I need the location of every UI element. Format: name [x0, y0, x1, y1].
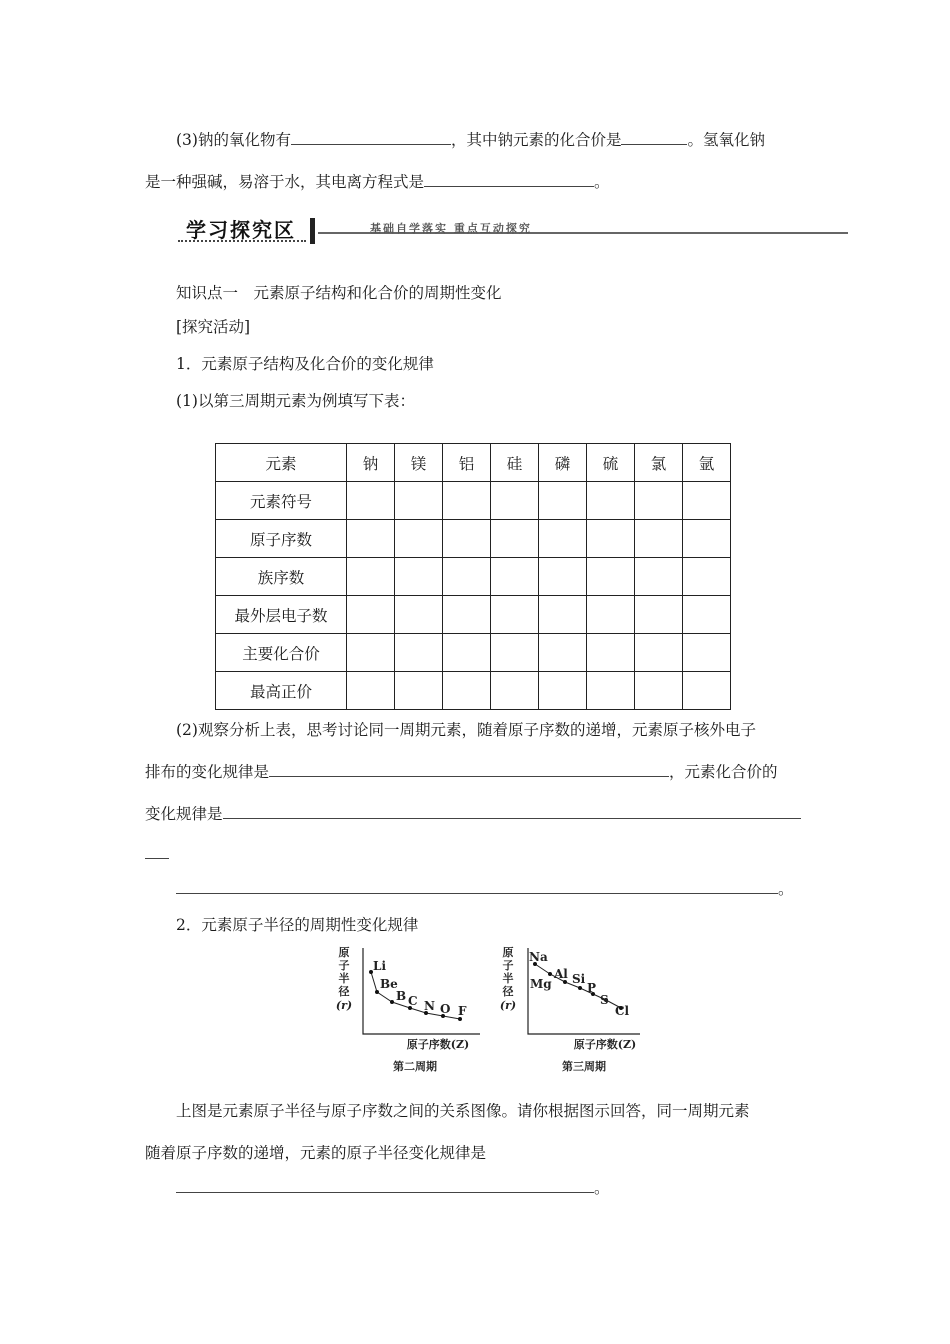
- table-cell[interactable]: [491, 634, 539, 672]
- table-cell[interactable]: [443, 482, 491, 520]
- table-cell[interactable]: [539, 520, 587, 558]
- left-caption: 第二周期: [393, 1060, 437, 1073]
- table-cell[interactable]: [635, 672, 683, 710]
- table-cell[interactable]: [347, 672, 395, 710]
- table-cell[interactable]: [683, 596, 731, 634]
- answer-blank[interactable]: [291, 130, 451, 145]
- closing-line-3: [176, 1176, 610, 1198]
- table-cell[interactable]: [491, 672, 539, 710]
- left-label-be: Be: [380, 977, 398, 991]
- left-label-b: B: [396, 989, 407, 1003]
- left-point-be: [375, 990, 379, 994]
- table-header-cell: 氩: [683, 444, 731, 482]
- table-cell[interactable]: [587, 558, 635, 596]
- right-ylabel-char: 原: [502, 946, 514, 959]
- answer-blank[interactable]: [621, 130, 687, 145]
- table-cell[interactable]: [683, 558, 731, 596]
- right-point-mg: [548, 972, 552, 976]
- right-label-al: Al: [554, 967, 568, 981]
- table-header-cell: 磷: [539, 444, 587, 482]
- table-cell[interactable]: [683, 482, 731, 520]
- left-ylabel-char: 半: [338, 972, 350, 985]
- row-label: 主要化合价: [216, 634, 347, 672]
- table-cell[interactable]: [443, 672, 491, 710]
- intro-line-1: [176, 128, 765, 150]
- section-banner: [178, 212, 848, 244]
- table-cell[interactable]: [539, 596, 587, 634]
- table-row: [216, 596, 731, 634]
- table-cell[interactable]: [635, 520, 683, 558]
- table-cell[interactable]: [443, 596, 491, 634]
- table-header-cell: 镁: [395, 444, 443, 482]
- q2-line-1: (2)观察分析上表，思考讨论同一周期元素，随着原子序数的递增，元素原子核外电子: [176, 721, 756, 739]
- left-point-b: [390, 1000, 394, 1004]
- table-cell[interactable]: [347, 558, 395, 596]
- row-label: 元素符号: [216, 482, 347, 520]
- right-ylabel-char: 子: [502, 959, 514, 972]
- right-label-mg: Mg: [530, 977, 552, 991]
- intro-line-2: [145, 170, 610, 192]
- table-header-row: [216, 444, 731, 482]
- answer-blank[interactable]: [145, 844, 169, 859]
- left-ylabel-char: 径: [338, 985, 350, 998]
- table-cell[interactable]: [635, 482, 683, 520]
- right-ylabel-char: 半: [502, 972, 514, 985]
- answer-blank[interactable]: [223, 804, 801, 819]
- right-ylabel-char: 径: [502, 985, 514, 998]
- table-cell[interactable]: [683, 520, 731, 558]
- table-row: [216, 558, 731, 596]
- right-xlabel: 原子序数(Z): [573, 1038, 637, 1051]
- intro-text-b: ，其中钠元素的化合价是: [450, 131, 622, 149]
- right-label-na: Na: [529, 950, 548, 964]
- table-cell[interactable]: [587, 634, 635, 672]
- item-1-title: 1．元素原子结构及化合价的变化规律: [176, 355, 434, 373]
- table-cell[interactable]: [395, 596, 443, 634]
- table-row: [216, 634, 731, 672]
- table-cell[interactable]: [491, 482, 539, 520]
- table-row: [216, 672, 731, 710]
- table-cell[interactable]: [443, 634, 491, 672]
- intro-text-e: 。: [594, 173, 610, 191]
- row-label: 最外层电子数: [216, 596, 347, 634]
- item-1-1-instruction: (1)以第三周期元素为例填写下表：: [176, 392, 415, 410]
- right-label-s: S: [600, 993, 609, 1007]
- table-cell[interactable]: [587, 672, 635, 710]
- row-label: 族序数: [216, 558, 347, 596]
- right-label-cl: Cl: [615, 1004, 630, 1018]
- table-row: [216, 520, 731, 558]
- q2-text-c: 变化规律是: [145, 805, 223, 823]
- answer-blank[interactable]: [424, 172, 594, 187]
- answer-blank[interactable]: [176, 1178, 594, 1193]
- table-header-cell: 铝: [443, 444, 491, 482]
- answer-blank[interactable]: [269, 762, 669, 777]
- element-table: [215, 443, 731, 710]
- left-label-n: N: [424, 999, 435, 1013]
- banner-divider-bar: [310, 218, 315, 244]
- table-header-cell: 钠: [347, 444, 395, 482]
- table-cell[interactable]: [395, 634, 443, 672]
- table-cell[interactable]: [395, 672, 443, 710]
- table-cell[interactable]: [395, 558, 443, 596]
- activity-label: [探究活动]: [176, 318, 251, 336]
- banner-title: 学习探究区: [186, 218, 296, 242]
- table-cell[interactable]: [635, 558, 683, 596]
- q2-line-5: [176, 877, 794, 899]
- q2-end-punct: 。: [778, 880, 794, 898]
- left-label-li: Li: [373, 959, 386, 973]
- banner-subtitle: 基础自学落实 重点互动探究: [370, 222, 532, 235]
- row-label: 原子序数: [216, 520, 347, 558]
- closing-line-2: 随着原子序数的递增，元素的原子半径变化规律是: [145, 1144, 487, 1162]
- right-label-si: Si: [572, 972, 586, 986]
- table-header-cell: 硅: [491, 444, 539, 482]
- table-cell[interactable]: [539, 482, 587, 520]
- table-cell[interactable]: [347, 520, 395, 558]
- intro-text-c: 。氢氧化钠: [687, 131, 765, 149]
- answer-blank[interactable]: [176, 879, 778, 894]
- banner-dotted-underline: [178, 240, 306, 242]
- section-heading: 知识点一 元素原子结构和化合价的周期性变化: [176, 284, 502, 302]
- left-label-o: O: [440, 1002, 451, 1016]
- right-caption: 第三周期: [562, 1060, 606, 1073]
- atomic-radius-figures: [330, 942, 660, 1077]
- table-cell[interactable]: [539, 558, 587, 596]
- left-xlabel: 原子序数(Z): [406, 1038, 470, 1051]
- table-cell[interactable]: [539, 672, 587, 710]
- table-cell[interactable]: [683, 672, 731, 710]
- table-cell[interactable]: [443, 520, 491, 558]
- table-cell[interactable]: [587, 520, 635, 558]
- left-label-c: C: [408, 994, 418, 1008]
- table-header-cell: 元素: [216, 444, 347, 482]
- table-cell[interactable]: [587, 482, 635, 520]
- q2-line-4: [145, 844, 169, 863]
- table-cell[interactable]: [395, 482, 443, 520]
- table-cell[interactable]: [635, 634, 683, 672]
- item-2-title: 2．元素原子半径的周期性变化规律: [176, 916, 419, 934]
- right-label-p: P: [587, 981, 597, 995]
- table-header-cell: 氯: [635, 444, 683, 482]
- closing-end-punct: 。: [594, 1179, 610, 1197]
- q2-line-3: [145, 802, 801, 824]
- closing-line-1: 上图是元素原子半径与原子序数之间的关系图像。请你根据图示回答，同一周期元素: [176, 1102, 750, 1120]
- table-cell[interactable]: [443, 558, 491, 596]
- table-header-cell: 硫: [587, 444, 635, 482]
- row-label: 最高正价: [216, 672, 347, 710]
- table-cell[interactable]: [347, 634, 395, 672]
- table-cell[interactable]: [491, 520, 539, 558]
- right-ylabel-r: (r): [499, 999, 517, 1012]
- table-cell[interactable]: [539, 634, 587, 672]
- left-ylabel-r: (r): [335, 999, 353, 1012]
- intro-text-d: 是一种强碱，易溶于水，其电离方程式是: [145, 173, 425, 191]
- table-cell[interactable]: [347, 596, 395, 634]
- right-point-si: [578, 986, 582, 990]
- table-cell[interactable]: [491, 558, 539, 596]
- table-cell[interactable]: [635, 596, 683, 634]
- table-cell[interactable]: [683, 634, 731, 672]
- left-ylabel-char: 子: [338, 959, 350, 972]
- q2-line-2: [145, 760, 778, 782]
- left-label-f: F: [458, 1004, 467, 1018]
- table-cell[interactable]: [347, 482, 395, 520]
- q2-text-b: ，元素化合价的: [669, 763, 778, 781]
- table-cell[interactable]: [395, 520, 443, 558]
- left-ylabel-char: 原: [338, 946, 350, 959]
- table-cell[interactable]: [491, 596, 539, 634]
- intro-text-a: (3)钠的氧化物有: [176, 131, 291, 149]
- table-row: [216, 482, 731, 520]
- q2-text-a: 排布的变化规律是: [145, 763, 270, 781]
- table-cell[interactable]: [587, 596, 635, 634]
